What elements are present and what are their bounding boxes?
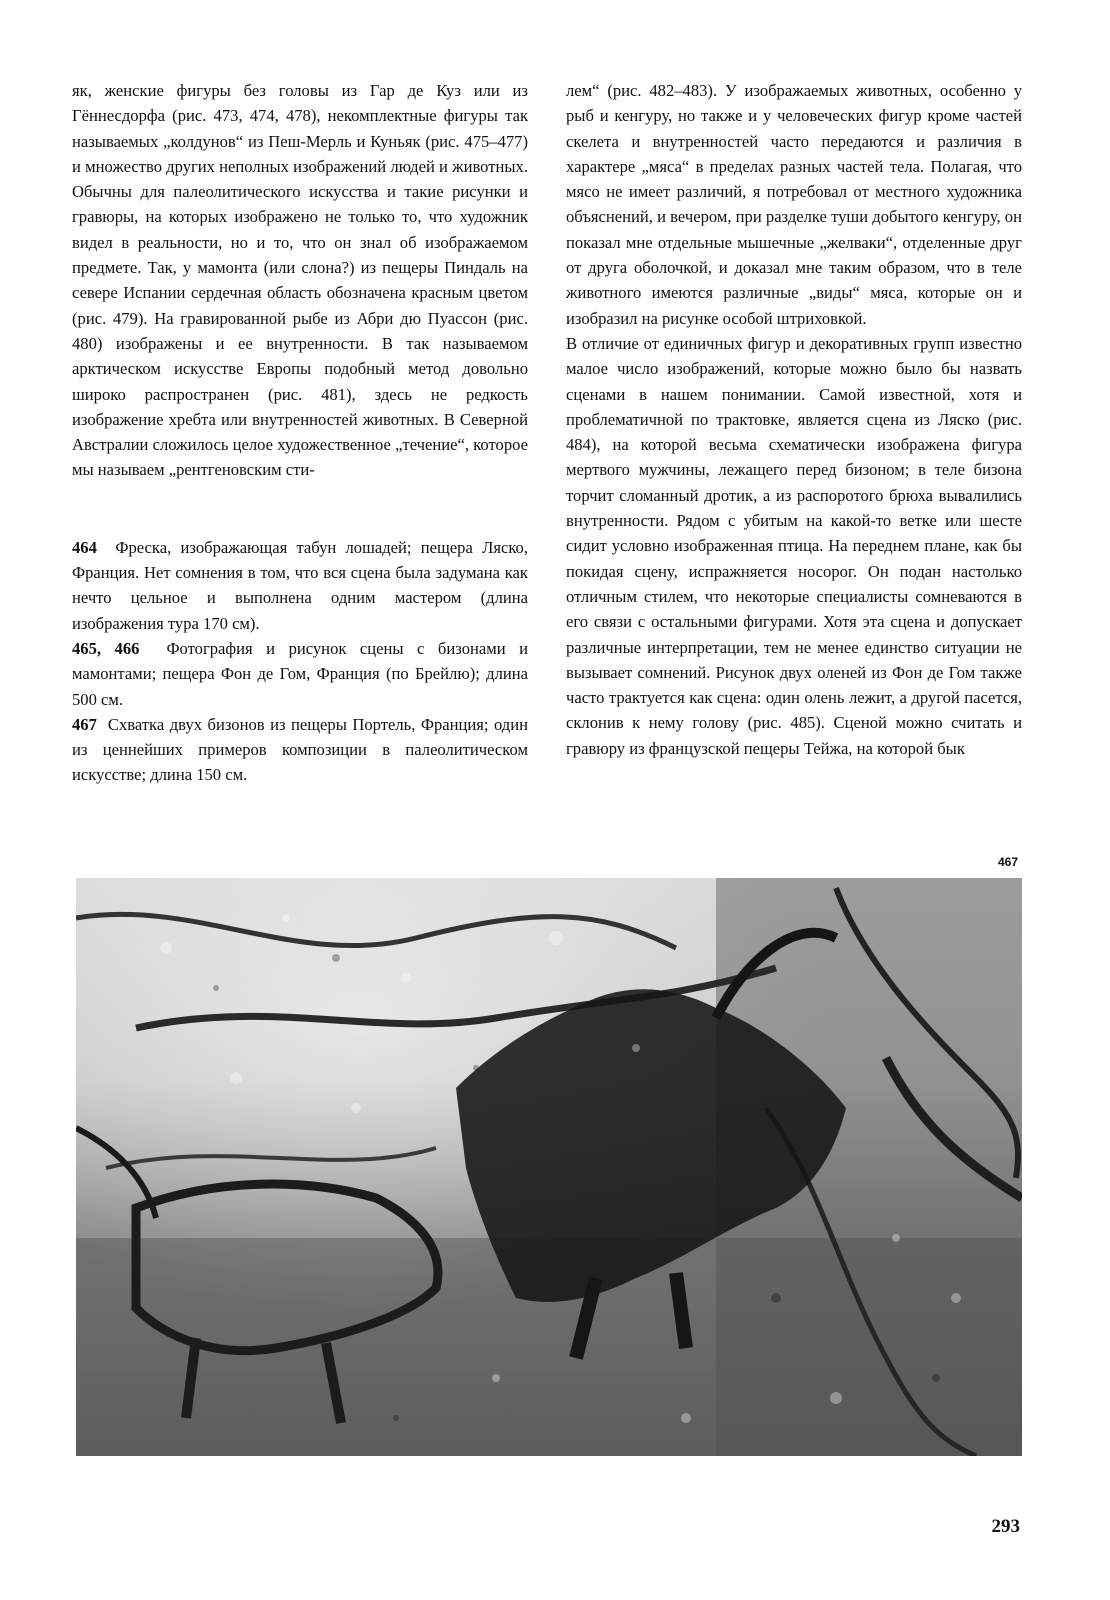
cave-painting-photo <box>76 878 1022 1456</box>
caption-number: 464 <box>72 537 97 557</box>
caption-text: Схватка двух бизонов из пещеры Портель, Франция; один из ценнейших примеров композиции в палеолитическом искусстве; длина 150 см. <box>72 714 529 785</box>
figure-number: 467 <box>997 855 1018 869</box>
caption-text: Фреска, изображающая табун лошадей; пещера Ляско, Франция. Нет сомнения в том, что вся сцена была задумана как нечто цельное и выполнена одним мастером (длина изображения тура 170 см). <box>72 537 528 633</box>
caption-number: 467 <box>72 714 97 734</box>
right-body-para-2: В отличие от единичных фигур и декоративных групп известно малое число изображений, которые можно было бы назвать сценами в нашем понимании. Самой известной, хотя и проблематичной по трактовке, является сцена из Ляско (рис. 484), на которой весьма схематически изображена фигура мертвого мужчины, лежащего перед бизоном; в теле бизона торчит сломанный дротик, а из распоротого брюха вывалились внутренности. Рядом с убитым на какой-то ветке или шесте сидит условно изображенная птица. На переднем плане, как бы покидая сцену, испражняется носорог. Он подан настолько отличным стилем, что некоторые специалисты сомневаются в его связи с остальными фигурами. Хотя эта сцена и допускает различные интерпретации, тем не менее единство ситуации не вызывает сомнений. Рисунок двух оленей из Фон де Гом также часто трактуется как сцена: один олень лежит, а другой пасется, склонив к нему голову (рис. 485). Сценой можно считать и гравюру из французской пещеры Тейжа, на которой бык <box>566 333 1022 758</box>
caption-text: Фотография и рисунок сцены с бизонами и мамонтами; пещера Фон де Гом, Франция (по Брейлю); длина 500 см. <box>72 638 529 709</box>
left-body-text: як, женские фигуры без головы из Гар де Куз или из Гённесдорфа (рис. 473, 474, 478), некомплектные фигуры так называемых „колдунов“ из Пеш-Мерль и Куньяк (рис. 475–477) и множество других неполных изображений людей и животных. Обычны для палеолитического искусства и такие рисунки и гравюры, на которых изображено не только то, что художник видел в реальности, но и то, что он знал об изображаемом предмете. Так, у мамонта (или слона?) из пещеры Пиндаль на севере Испании сердечная область обозначена красным цветом (рис. 479). На гравированной рыбе из Абри дю Пуассон (рис. 480) изображены и ее внутренности. В так называемом арктическом искусстве Европы подобный метод довольно широко распространен (рис. 481), здесь не редкость изображение хребта или внутренностей животных. В Северной Австралии сложилось целое художественное „течение“, которое мы называем „рентгеновским сти- <box>72 81 528 480</box>
caption-464 <box>72 535 528 636</box>
right-body-para-1: лем“ (рис. 482–483). У изображаемых животных, особенно у рыб и кенгуру, но также и у человеческих фигур кроме частей скелета и внутренностей часто передаются и различия в характере „мяса“ в пределах разных частей тела. Полагая, что мясо не имеет различий, я потребовал от местного художника объяснений, и вечером, при разделке туши добытого кенгуру, он показал мне отдельные мышечные „желваки“, отделенные друг от друга оболочкой, и доказал мне таким образом, что в теле животного имеются различные „виды“ мяса, которые он и изобразил на рисунке особой штриховкой. <box>566 81 1022 328</box>
figure-captions <box>72 535 528 788</box>
page-number: 293 <box>991 1516 1020 1537</box>
caption-number: 465, 466 <box>72 638 140 658</box>
caption-465-466 <box>72 636 528 712</box>
left-column <box>72 78 528 788</box>
caption-467 <box>72 712 528 788</box>
right-column <box>566 78 1022 761</box>
